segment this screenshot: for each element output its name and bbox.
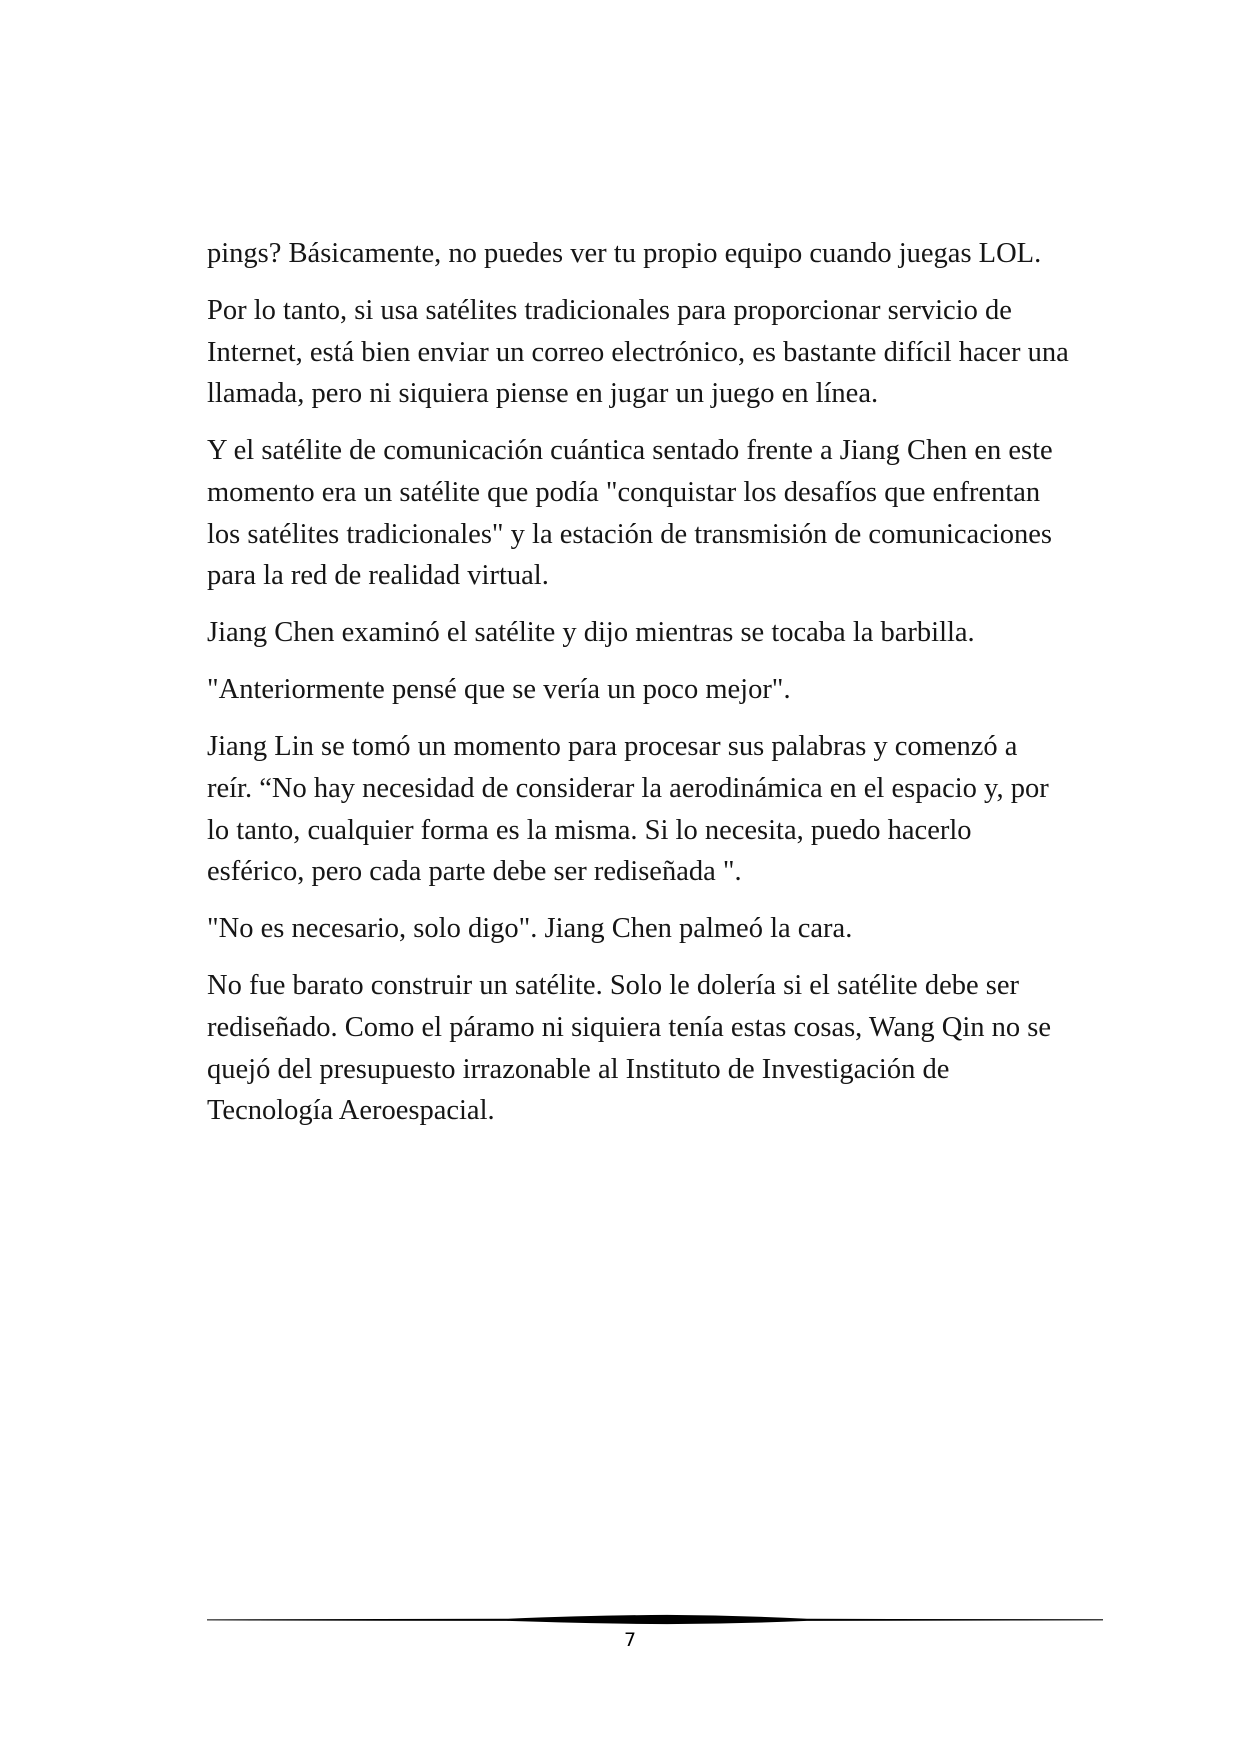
paragraph: "Anteriormente pensé que se vería un poco mejor".	[207, 674, 791, 706]
paragraph: Por lo tanto, si usa satélites tradicionales para proporcionar servicio de Internet, está bien enviar un correo electrónico, es bastante difícil hacer una llamada, pero ni siquiera piense en jugar un juego en línea.	[207, 295, 1069, 410]
paragraph: "No es necesario, solo digo". Jiang Chen palmeó la cara.	[207, 913, 853, 945]
body-text	[207, 233, 1069, 1147]
paragraph: Y el satélite de comunicación cuántica sentado frente a Jiang Chen en este momento era un satélite que podía "conquistar los desafíos que enfrentan los satélites tradicionales" y la estación de transmisión de comunicaciones para la red de realidad virtual.	[207, 435, 1053, 592]
paragraph: Jiang Lin se tomó un momento para procesar sus palabras y comenzó a reír. “No hay necesidad de considerar la aerodinámica en el espacio y, por lo tanto, cualquier forma es la misma. Si lo necesita, puedo hacerlo esférico, pero cada parte debe ser rediseñada ".	[207, 731, 1049, 888]
paragraph: pings? Básicamente, no puedes ver tu propio equipo cuando juegas LOL.	[207, 238, 1042, 269]
paragraph: No fue barato construir un satélite. Solo le dolería si el satélite debe ser rediseñado. Como el páramo ni siquiera tenía estas cosas, Wang Qin no se quejó del presupuesto irrazonable al Instituto de Investigación de Tecnología Aeroespacial.	[207, 970, 1052, 1127]
paragraph: Jiang Chen examinó el satélite y dijo mientras se tocaba la barbilla.	[207, 617, 975, 649]
page-number: 7	[623, 1629, 637, 1651]
footer-divider	[207, 1613, 1103, 1627]
